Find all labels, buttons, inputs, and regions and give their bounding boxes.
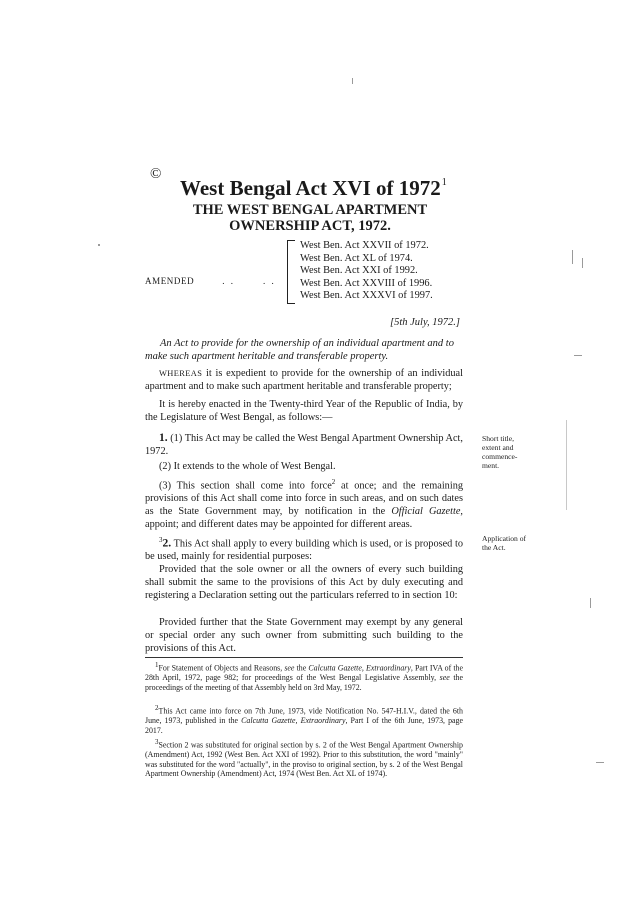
copyright-symbol: ©: [150, 166, 162, 182]
section-2-proviso-1: Provided that the sole owner or all the owners of every such building shall submit the same to the provisions of this Act by duly executing and registering a Declaration setting out the particulars referred to in section 10:: [145, 564, 463, 601]
footnote-1-ref: 1: [155, 661, 159, 669]
act-title: [180, 176, 447, 201]
footnote-3-ref: 3: [155, 738, 159, 746]
footnote-1-see-2: see: [439, 673, 450, 683]
section-2-proviso-2: Provided further that the State Government may exempt by any general or special order any such owner from submitting such building to the provisions of this Act.: [145, 617, 463, 654]
margin-note-section-2: Application of the Act.: [482, 534, 527, 552]
official-gazette-term: Official Gazette: [391, 506, 461, 518]
amendment-item: West Ben. Act XL of 1974.: [300, 252, 413, 264]
section-1-sub-3-b: at once; and the remaining provisions of this Act shall come into force in such areas, and on such dates as the State Government may, by notification in the: [145, 480, 463, 518]
scan-speck: [572, 250, 573, 264]
footnote-3-text: Section 2 was substituted for original section by s. 2 of the West Bengal Apartment Ownership (Amendment) Act, 1992 (West Ben. Act XXI of 1992). Prior to this substitution, the word "mainly" was substituted for the word "actually", in the proviso to original section, by s. 2 of the West Bengal Apartment Ownership (Amendment) Act, 1974 (West Ben. Act XL of 1974).: [145, 740, 463, 779]
whereas-text: it is expedient to provide for the ownership of an individual apartment and to make such apartment heritable and transferable property;: [145, 368, 463, 392]
section-1-sub-1: [145, 432, 463, 459]
section-2-number: 2.: [162, 537, 172, 550]
footnote-3: [145, 738, 463, 779]
footnote-2-text-a: This Act came into force on 7th June, 1973, vide Notification No. 547-H.I.V., dated the 6th June, 1973, published in the: [145, 706, 463, 726]
amended-dots: . .: [222, 276, 235, 286]
footnote-2-gazette: Calcutta Gazette, Extraordinary: [241, 716, 346, 726]
footnote-1-text-c: , Part IVA of the 28th April, 1972, page 982; for proceedings of the West Bengal Legislative Assembly,: [145, 663, 464, 683]
footnote-ref-2: 2: [331, 478, 336, 486]
section-1-sub-2: (2) It extends to the whole of West Bengal.: [159, 461, 336, 472]
whereas-clause: [145, 368, 463, 394]
section-1-sub-1-text: (1) This Act may be called the West Bengal Apartment Ownership Act, 1972.: [145, 433, 463, 457]
scan-speck: [582, 258, 583, 268]
footnote-1-text-d: the proceedings of the meeting of that Assembly held on 3rd May, 1972.: [145, 673, 463, 692]
margin-note-section-1: Short title, extent and commence-ment.: [482, 434, 518, 470]
footnote-ref-3: 3: [159, 536, 163, 544]
scan-speck: [590, 598, 591, 608]
section-1-number: 1.: [159, 432, 168, 444]
amendment-item: West Ben. Act XXVII of 1972.: [300, 240, 429, 251]
footnote-1-see: see: [284, 663, 295, 673]
whereas-lead: WHEREAS: [159, 369, 203, 378]
footnote-1: [145, 661, 463, 692]
amended-label-text: AMENDED: [145, 276, 195, 286]
footnote-1-gazette: Calcutta Gazette, Extraordinary: [308, 663, 411, 673]
section-2-main: [145, 534, 463, 564]
amended-label: [145, 276, 276, 286]
enacting-clause: It is hereby enacted in the Twenty-third Year of the Republic of India, by the Legislature of West Bengal, as follows:—: [145, 399, 463, 423]
scan-speck: [574, 355, 582, 356]
assent-date: [5th July, 1972.]: [390, 317, 460, 328]
section-1-sub-3-c: , appoint; and different dates may be appointed for different areas.: [145, 506, 463, 530]
section-1-sub-3: [145, 476, 463, 532]
short-title-line-1: THE WEST BENGAL APARTMENT: [192, 202, 428, 218]
amendment-item: West Ben. Act XXI of 1992.: [300, 265, 418, 277]
section-1-sub-3-a: (3) This section shall come into force: [159, 480, 332, 492]
footnote-1-text-a: For Statement of Objects and Reasons,: [158, 663, 285, 673]
amendment-list: [300, 240, 433, 303]
scan-speck: [596, 762, 604, 763]
footnote-separator: [145, 657, 463, 658]
amendment-item: West Ben. Act XXVIII of 1996.: [300, 277, 433, 289]
short-title-line-2: OWNERSHIP ACT, 1972.: [229, 218, 391, 234]
section-2-text: This Act shall apply to every building which is used, or is proposed to be used, mainly for residential purposes:: [145, 538, 463, 563]
amendment-item: West Ben. Act XXXVI of 1997.: [300, 290, 433, 302]
footnote-2: [145, 704, 463, 735]
scan-edge-line: [566, 420, 567, 510]
amendment-bracket: [287, 240, 295, 304]
act-title-text: West Bengal Act XVI of 1972: [180, 176, 441, 200]
footnote-2-text-b: , Part I of the 6th June, 1973, page 2017.: [145, 716, 463, 735]
amended-dots-2: . .: [262, 276, 276, 286]
footnote-2-ref: 2: [155, 704, 159, 712]
footnote-1-text-b: the: [294, 663, 309, 673]
scan-speck: [98, 244, 100, 246]
long-title-preamble: An Act to provide for the ownership of an individual apartment and to make such apartment heritable and transferable property.: [145, 338, 454, 362]
act-title-footnote-ref: 1: [441, 177, 447, 188]
short-title: [150, 202, 470, 234]
scan-speck: [352, 78, 353, 84]
